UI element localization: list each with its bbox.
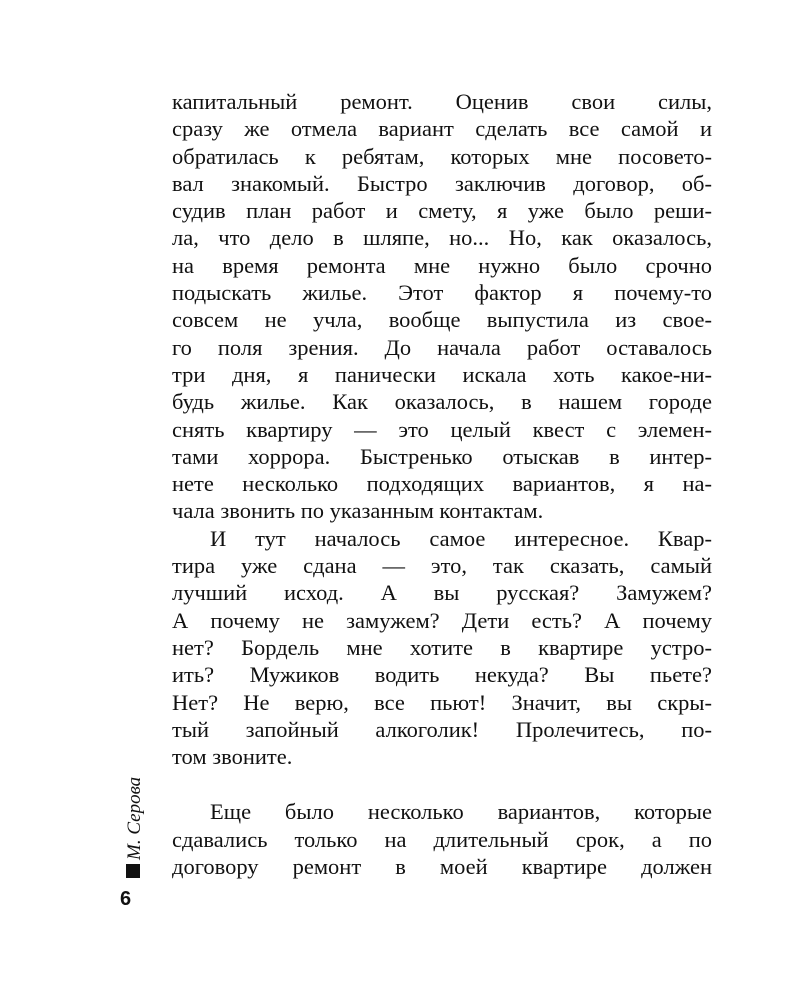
paragraph-3 xyxy=(172,798,712,880)
text-line: вал знакомый. Быстро заключив договор, об- xyxy=(172,170,712,196)
square-marker-icon xyxy=(126,864,140,878)
text-line: тый запойный алкоголик! Пролечитесь, по- xyxy=(172,716,712,742)
text-line: будь жилье. Как оказалось, в нашем городе xyxy=(172,389,712,415)
margin-sidebar xyxy=(120,770,150,900)
text-line: тами хоррора. Быстренько отыскав в интер- xyxy=(172,443,712,469)
text-line: нет? Бордель мне хотите в квартире устро- xyxy=(172,634,712,660)
text-line: чала звонить по указанным контактам. xyxy=(172,498,544,524)
text-line: Еще было несколько вариантов, которые xyxy=(210,799,712,825)
text-line: тира уже сдана — это, так сказать, самый xyxy=(172,553,712,579)
text-line: совсем не учла, вообще выпустила из свое- xyxy=(172,307,712,333)
text-line: сдавались только на длительный срок, а по xyxy=(172,826,712,852)
running-head-author: М. Серова xyxy=(124,776,145,860)
text-line: обратилась к ребятам, которых мне посовето- xyxy=(172,143,712,169)
section-gap xyxy=(172,770,712,798)
text-line: ить? Мужиков водить некуда? Вы пьете? xyxy=(172,662,712,688)
text-line: на время ремонта мне нужно было срочно xyxy=(172,252,712,278)
text-line: подыскать жилье. Этот фактор я почему-то xyxy=(172,280,712,306)
text-line: капитальный ремонт. Оценив свои силы, xyxy=(172,89,712,114)
text-line: нете несколько подходящих вариантов, я на- xyxy=(172,471,712,497)
text-line: сразу же отмела вариант сделать все самой и xyxy=(172,116,712,142)
paragraph-1 xyxy=(172,88,712,525)
page-number: 6 xyxy=(120,888,132,910)
text-line: го поля зрения. До начала работ оставалось xyxy=(172,334,712,360)
text-line: том звоните. xyxy=(172,744,293,770)
text-line: судив план работ и смету, я уже было реши- xyxy=(172,198,712,224)
body-text xyxy=(172,88,712,880)
text-line: Нет? Не верю, все пьют! Значит, вы скры- xyxy=(172,689,712,715)
text-line: лучший исход. А вы русская? Замужем? xyxy=(172,580,712,606)
text-line: снять квартиру — это целый квест с элемен- xyxy=(172,416,712,442)
text-line: договору ремонт в моей квартире должен xyxy=(172,854,712,880)
text-line: И тут началось самое интересное. Квар- xyxy=(210,525,712,551)
text-line: три дня, я панически искала хоть какое-ни- xyxy=(172,361,712,387)
text-line: ла, что дело в шляпе, но... Но, как оказалось, xyxy=(172,225,712,251)
text-line: А почему не замужем? Дети есть? А почему xyxy=(172,607,712,633)
paragraph-2 xyxy=(172,525,712,771)
